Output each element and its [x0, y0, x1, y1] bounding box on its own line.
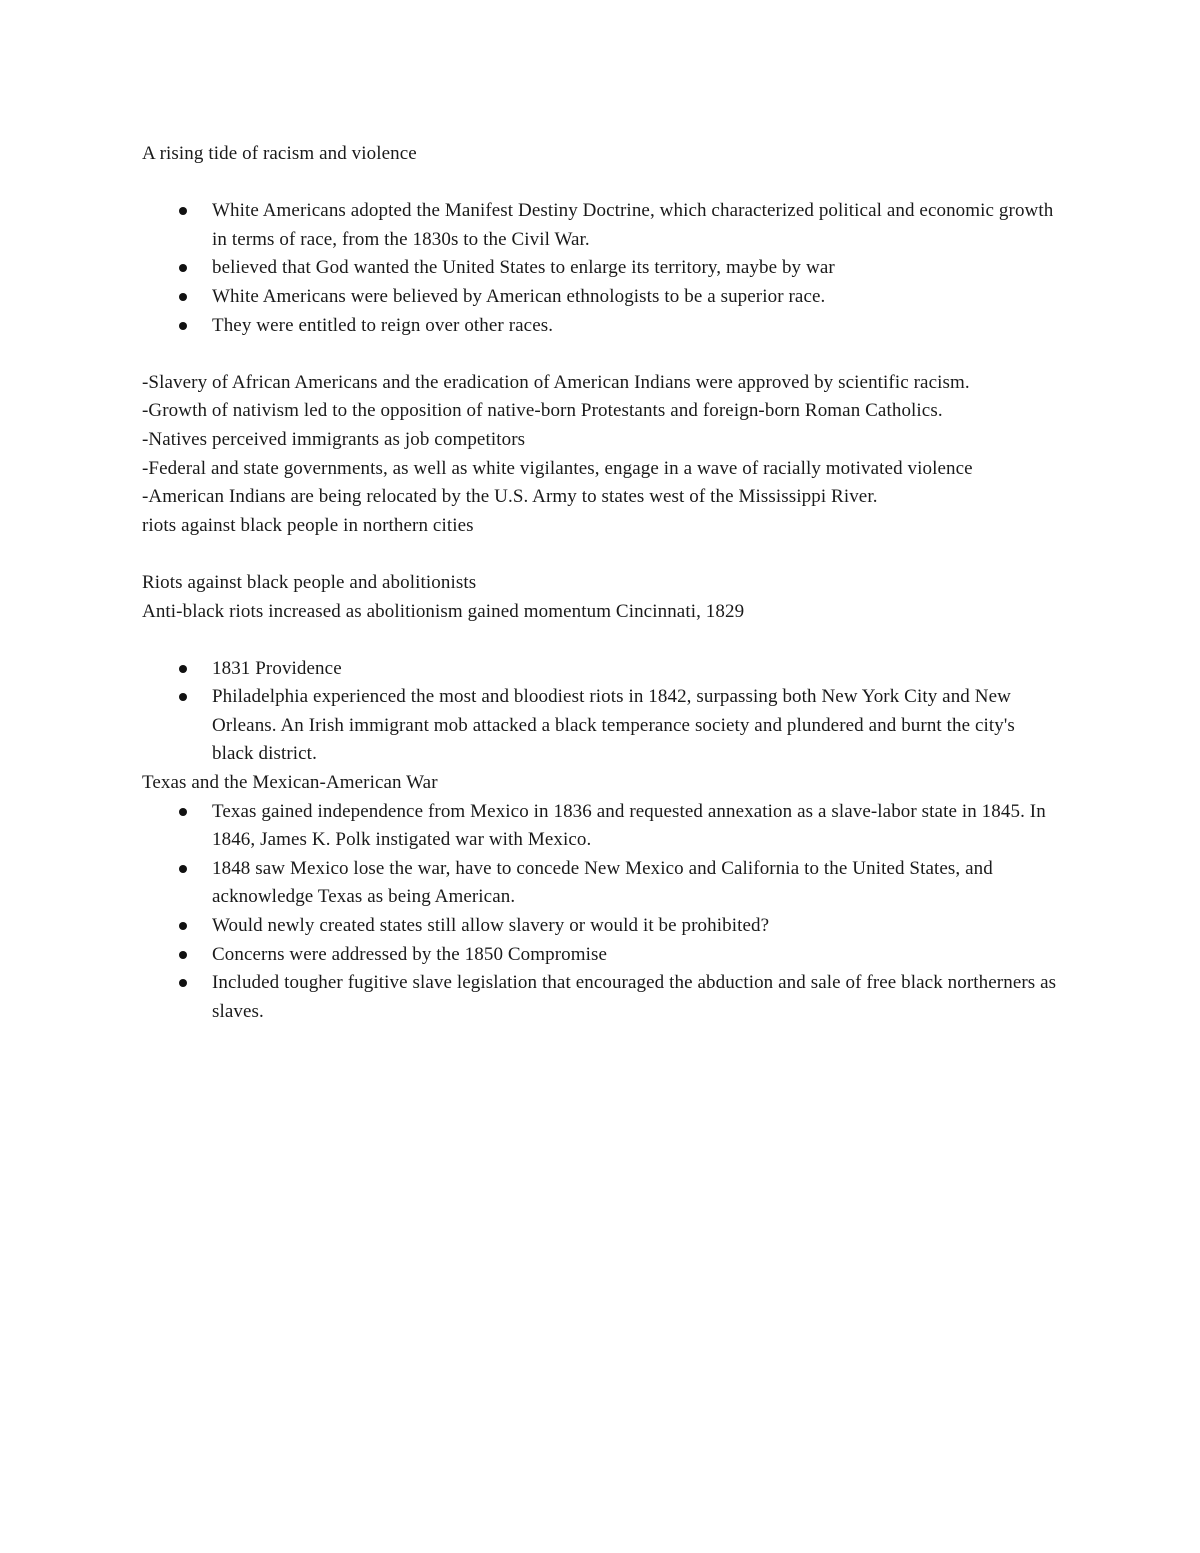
list-item: [212, 912, 1057, 941]
bullet-icon: [179, 922, 187, 930]
list-item-text: believed that God wanted the United States to enlarge its territory, maybe by war: [212, 257, 835, 279]
list-item: [212, 941, 1057, 970]
text-line-anti-black-riots: Anti-black riots increased as abolitionism gained momentum Cincinnati, 1829: [142, 600, 745, 622]
list-item-text: 1831 Providence: [212, 657, 342, 679]
bullet-list-racism-violence: [142, 197, 1057, 340]
list-item: [212, 312, 1057, 341]
list-item-text: They were entitled to reign over other races.: [212, 314, 554, 336]
text-line-nativism: -Growth of nativism led to the opposition of native-born Protestants and foreign-born Roman Catholics.: [142, 400, 943, 422]
list-item: [212, 798, 1057, 855]
bullet-icon: [179, 808, 187, 816]
list-item-text: White Americans were believed by American ethnologists to be a superior race.: [212, 285, 826, 307]
bullet-icon: [179, 693, 187, 701]
bullet-icon: [179, 264, 187, 272]
bullet-icon: [179, 665, 187, 673]
text-line-job-competitors: -Natives perceived immigrants as job competitors: [142, 428, 526, 450]
document-body: [142, 140, 1057, 1026]
list-item-text: 1848 saw Mexico lose the war, have to concede New Mexico and California to the United States, and acknowledge Texas as being American.: [212, 857, 993, 908]
text-line-racial-violence: -Federal and state governments, as well as white vigilantes, engage in a wave of racially motivated violence: [142, 457, 973, 479]
bullet-icon: [179, 865, 187, 873]
text-line-northern-riots: riots against black people in northern cities: [142, 514, 474, 536]
list-item-text: Philadelphia experienced the most and bloodiest riots in 1842, surpassing both New York City and New Orleans. An Irish immigrant mob attacked a black temperance society and plundered and burnt the city's black district.: [212, 686, 1015, 765]
text-line-indian-relocation: -American Indians are being relocated by the U.S. Army to states west of the Mississippi River.: [142, 486, 878, 508]
bullet-icon: [179, 293, 187, 301]
bullet-icon: [179, 979, 187, 987]
list-item-text: White Americans adopted the Manifest Destiny Doctrine, which characterized political and economic growth in terms of race, from the 1830s to the Civil War.: [212, 200, 1054, 250]
paragraph-gap: [142, 169, 1057, 198]
list-item-text: Included tougher fugitive slave legislation that encouraged the abduction and sale of free black northerners as slaves.: [212, 972, 1057, 1022]
bullet-icon: [179, 207, 187, 215]
section-heading-racism-violence: A rising tide of racism and violence: [142, 143, 417, 164]
section-heading-texas-war: Texas and the Mexican-American War: [142, 772, 438, 794]
list-item: [212, 254, 1057, 283]
bullet-list-riots: [142, 655, 1057, 769]
list-item-text: Texas gained independence from Mexico in 1836 and requested annexation as a slave-labor state in 1845. In 1846, James K. Polk instigated war with Mexico.: [212, 800, 1046, 851]
text-line-scientific-racism: -Slavery of African Americans and the eradication of American Indians were approved by scientific racism.: [142, 371, 970, 393]
paragraph-gap: [142, 540, 1057, 569]
paragraph-gap: [142, 340, 1057, 369]
list-item: [212, 283, 1057, 312]
list-item: [212, 683, 1057, 769]
section-heading-riots: Riots against black people and abolitionists: [142, 571, 477, 593]
list-item-text: Concerns were addressed by the 1850 Compromise: [212, 943, 608, 965]
list-item: [212, 855, 1057, 912]
list-item: [212, 197, 1057, 254]
list-item: [212, 655, 1057, 684]
bullet-list-texas-war: [142, 798, 1057, 1027]
paragraph-gap: [142, 626, 1057, 655]
bullet-icon: [179, 951, 187, 959]
bullet-icon: [179, 322, 187, 330]
list-item-text: Would newly created states still allow slavery or would it be prohibited?: [212, 915, 770, 937]
list-item: [212, 969, 1057, 1026]
